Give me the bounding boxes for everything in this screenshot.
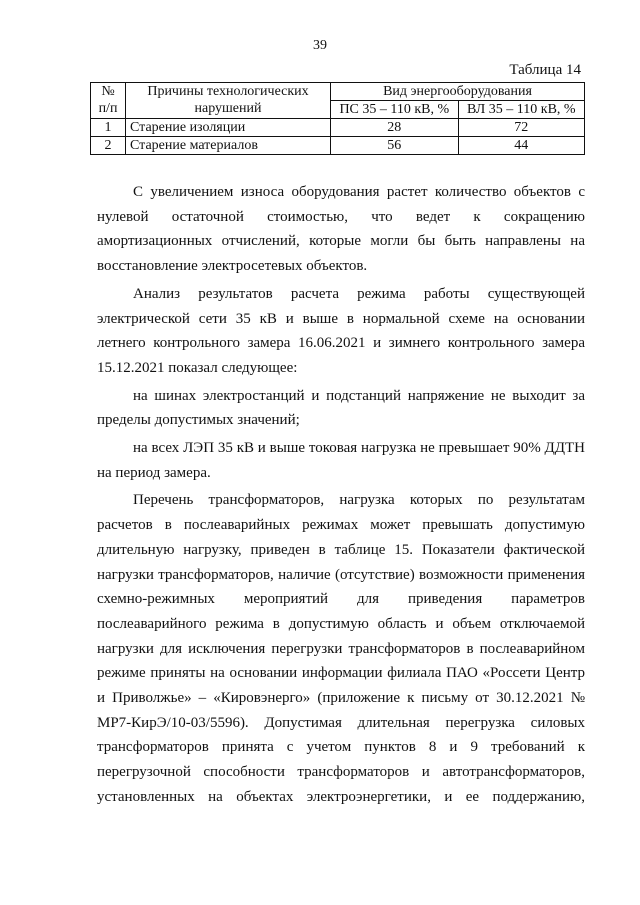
header-ps: ПС 35 – 110 кВ, % [331, 101, 459, 119]
body-text [97, 180, 585, 810]
header-num: № п/п [91, 83, 126, 119]
table-row [91, 137, 585, 155]
row-vl-value: 44 [458, 137, 584, 155]
table-label: Таблица 14 [509, 62, 581, 78]
paragraph-transformers: Перечень трансформаторов, нагрузка которых по результатам расчетов в послеаварийных режимах может превышать допустимую длительную нагрузку, приведен в таблице 15. Показатели фактической нагрузки трансформаторов, наличие (отсутствие) возможности применения схемно-режимных мероприятий для приведения параметров послеаварийного режима в допустимую область и объем отключаемой нагрузки для исключения перегрузки трансформаторов в послеаварийном режиме приняты на основании информации филиала ПАО «Россети Центр и Приволжье» – «Кировэнерго» (приложение к письму от 30.12.2021 № МР7-КирЭ/10-03/5596). Допустимая длительная перегрузка силовых трансформаторов принята с учетом пунктов 8 и 9 требований к перегрузочной способности трансформаторов и автотрансформаторов, установленных на объектах электроэнергетики, и ее поддержанию, [97, 492, 585, 805]
row-ps-value: 56 [331, 137, 459, 155]
row-cause: Старение изоляции [126, 119, 331, 137]
paragraph-voltage: на шинах электростанций и подстанций напряжение не выходит за пределы допустимых значений; [97, 387, 585, 429]
row-num: 2 [91, 137, 126, 155]
row-num: 1 [91, 119, 126, 137]
table-row [91, 119, 585, 137]
paragraph-wear: С увеличением износа оборудования растет количество объектов с нулевой остаточной стоимостью, что ведет к сокращению амортизационных отчислений, которые могли бы быть направлены на восстановление электросетевых объектов. [97, 184, 585, 275]
paragraph-analysis: Анализ результатов расчета режима работы существующей электрической сети 35 кВ и выше в нормальной схеме на основании летнего контрольного замера 16.06.2021 и зимнего контрольного замера 15.12.2021 показал следующее: [97, 285, 585, 376]
row-cause: Старение материалов [126, 137, 331, 155]
causes-table [90, 82, 585, 155]
row-vl-value: 72 [458, 119, 584, 137]
header-vl: ВЛ 35 – 110 кВ, % [458, 101, 584, 119]
paragraph-current-load: на всех ЛЭП 35 кВ и выше токовая нагрузка не превышает 90% ДДТН на период замера. [97, 440, 585, 481]
page-number: 39 [313, 38, 327, 53]
header-equipment-type: Вид энергооборудования [331, 83, 585, 101]
header-cause: Причины технологических нарушений [126, 83, 331, 119]
table-header-row [91, 83, 585, 101]
row-ps-value: 28 [331, 119, 459, 137]
